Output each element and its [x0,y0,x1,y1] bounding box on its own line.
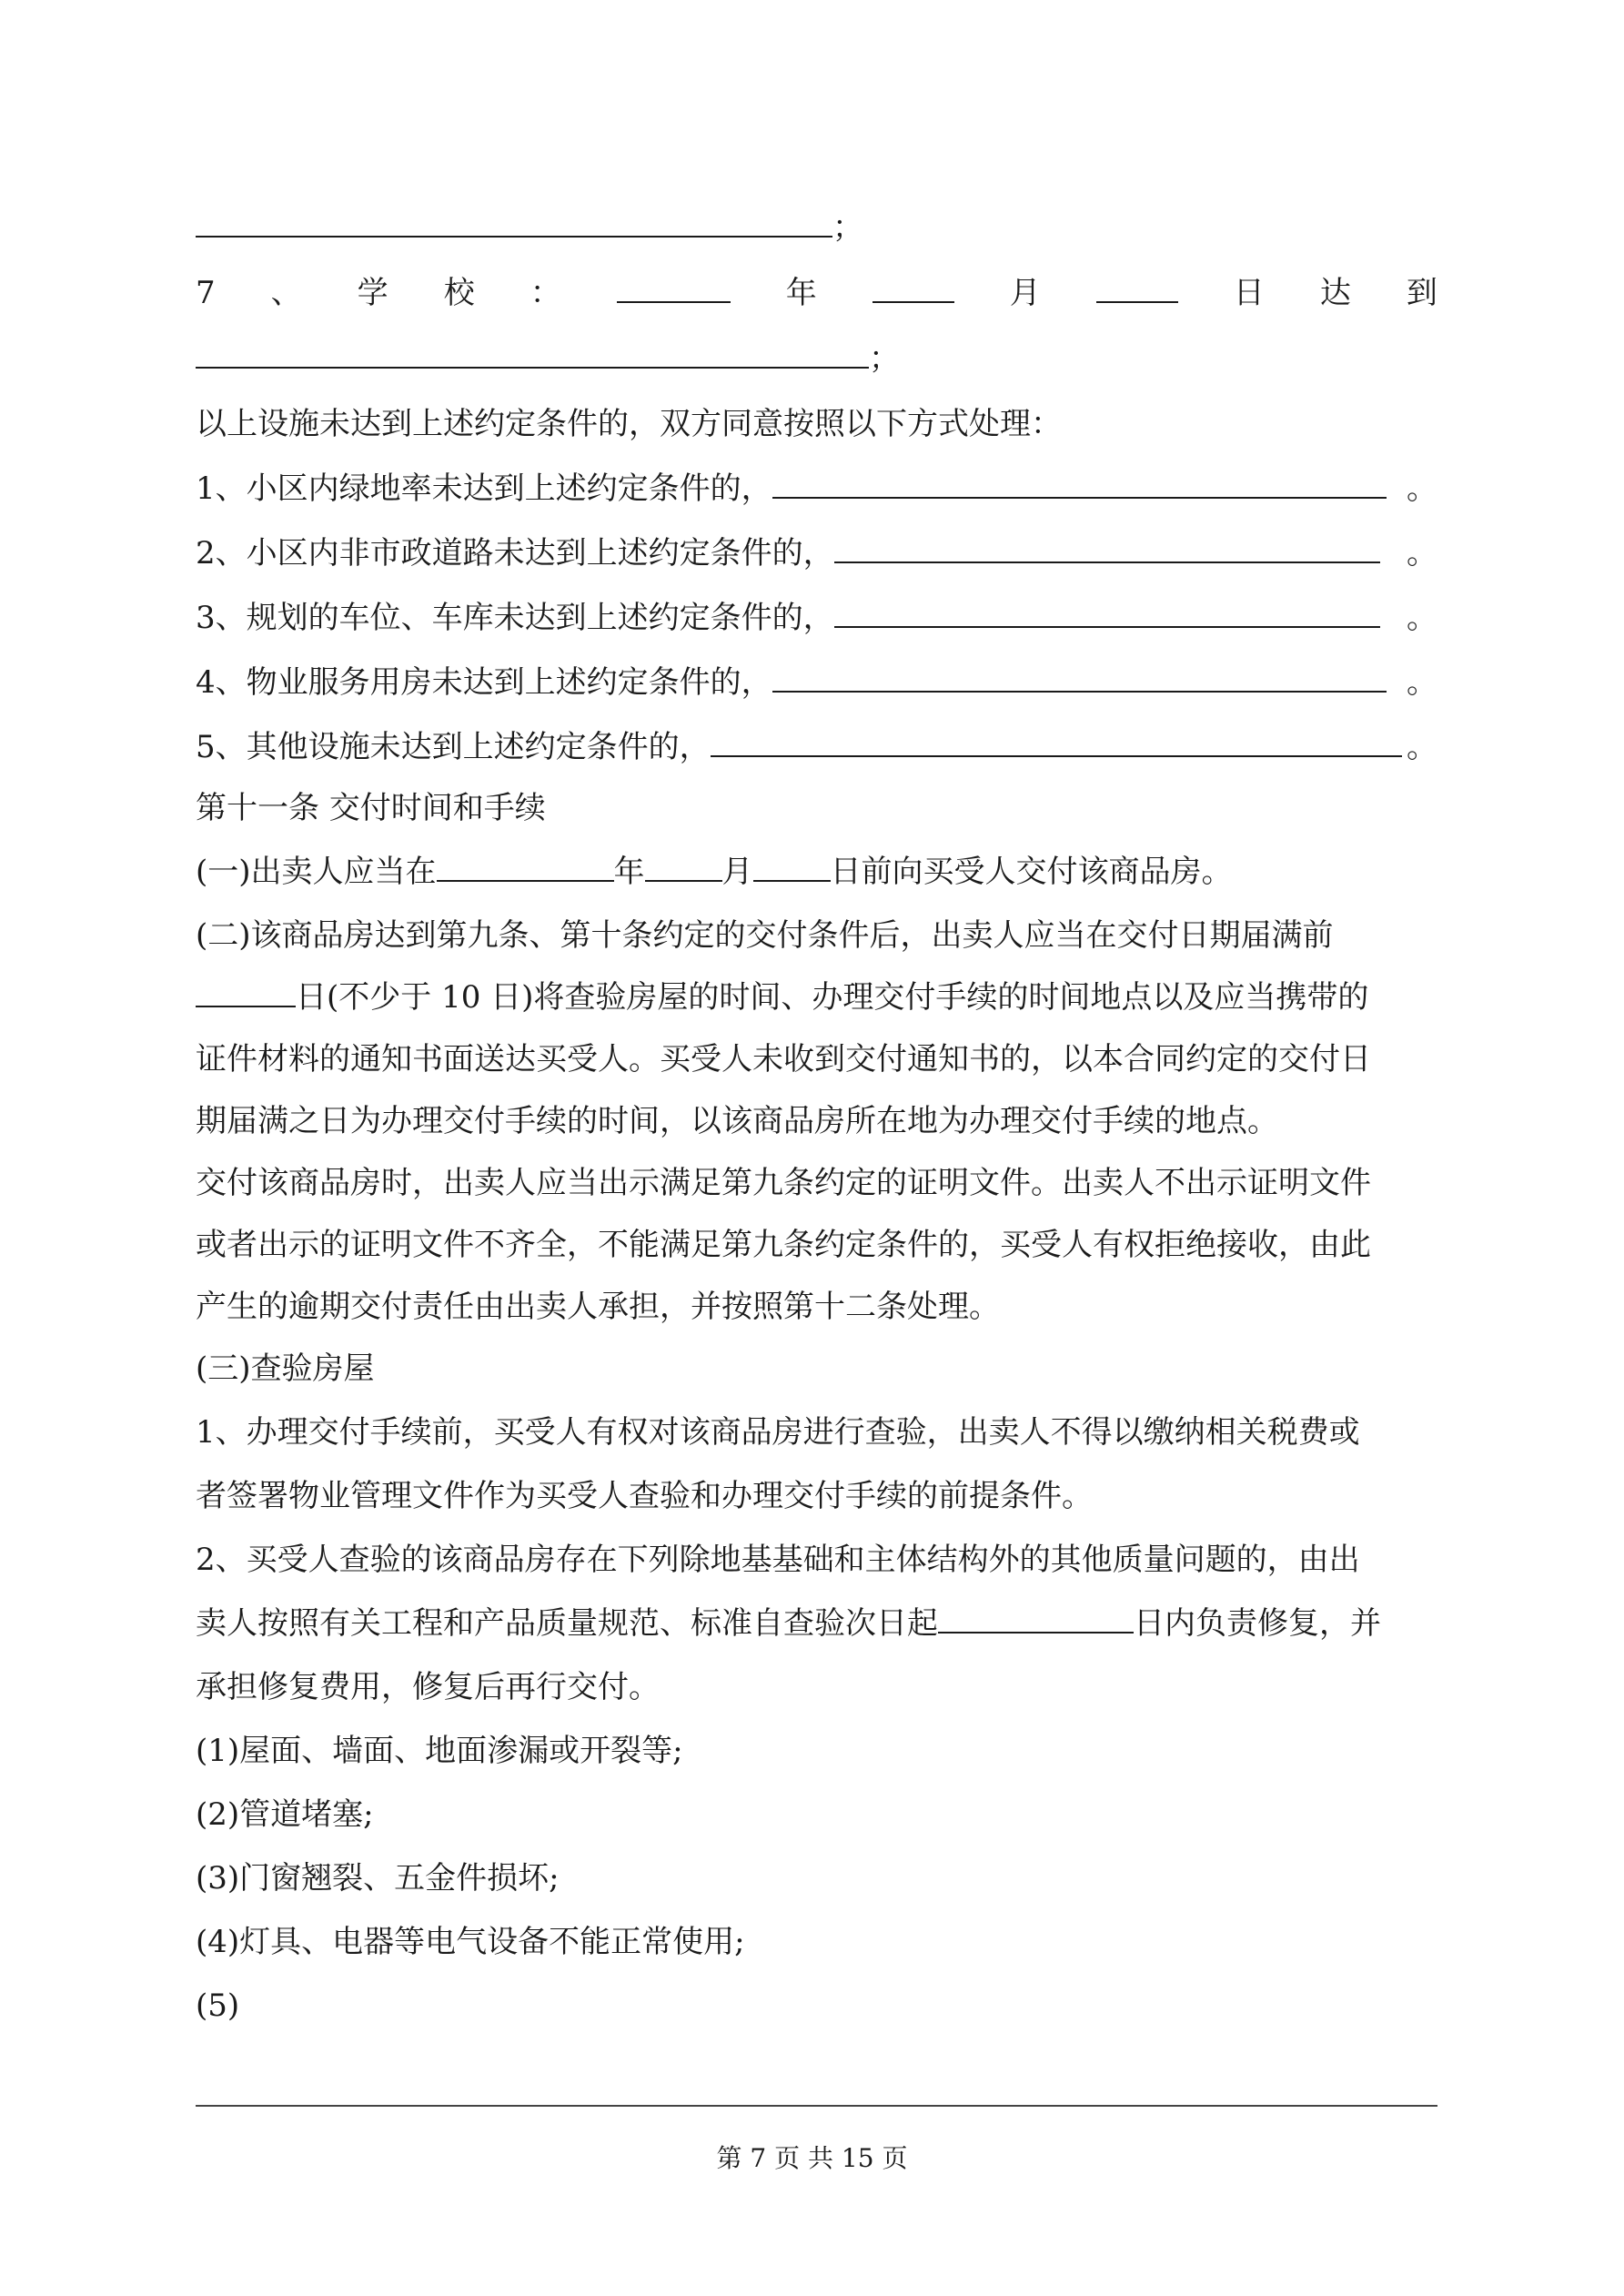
list-item: (3)门窗翘裂、五金件损坏; [196,1860,560,1896]
list-item: (2)管道堵塞; [196,1796,374,1833]
paragraph-line: 1、办理交付手续前，买受人有权对该商品房进行查验，出卖人不得以缴纳相关税费或 [196,1414,1360,1451]
article-title: 第十一条 交付时间和手续 [196,790,546,826]
remedy-item-3: 3、规划的车位、车库未达到上述约定条件的， 。 [196,596,1437,640]
paragraph-line: 者签署物业管理文件作为买受人查验和办理交付手续的前提条件。 [196,1478,1093,1514]
page-number: 第 7 页 共 15 页 [716,2143,908,2173]
fill-blank-year[interactable] [617,272,731,303]
fill-blank-month[interactable] [873,272,954,303]
fill-blank[interactable] [196,338,869,369]
fill-blank-month[interactable] [645,851,722,882]
fill-blank[interactable] [834,597,1380,628]
fill-blank[interactable] [834,532,1380,563]
fill-blank[interactable] [196,207,832,238]
remedy-item-1: 1、小区内绿地率未达到上述约定条件的， 。 [196,467,1437,511]
blank-line-1: ； [196,206,1437,249]
list-item: (5) [196,1988,240,2024]
delivery-date-line: (一)出卖人应当在 年 月 日前向买受人交付该商品房。 [196,850,1437,894]
fill-blank[interactable] [772,468,1387,499]
paragraph-line: 承担修复费用，修复后再行交付。 [196,1669,660,1705]
intro-text: 以上设施未达到上述约定条件的，双方同意按照以下方式处理： [196,406,1062,442]
fill-blank-days[interactable] [938,1603,1134,1633]
fill-blank-day[interactable] [1096,272,1178,303]
paragraph-line: 证件材料的通知书面送达买受人。买受人未收到交付通知书的，以本合同约定的交付日 [196,1041,1371,1077]
section-heading: (三)查验房屋 [196,1350,375,1387]
fill-blank-year[interactable] [437,851,614,882]
list-item: (1)屋面、墙面、地面渗漏或开裂等; [196,1733,683,1769]
fill-blank-day[interactable] [753,851,831,882]
remedy-item-4: 4、物业服务用房未达到上述约定条件的， 。 [196,661,1437,704]
remedy-item-2: 2、小区内非市政道路未达到上述约定条件的， 。 [196,531,1437,575]
list-item: (4)灯具、电器等电气设备不能正常使用; [196,1924,745,1960]
footer-divider [196,2105,1437,2107]
paragraph-line: 2、买受人查验的该商品房存在下列除地基基础和主体结构外的其他质量问题的，由出 [196,1542,1360,1578]
paragraph-line: 期届满之日为办理交付手续的时间，以该商品房所在地为办理交付手续的地点。 [196,1103,1278,1139]
paragraph-line: 产生的逾期交付责任由出卖人承担，并按照第十二条处理。 [196,1289,1000,1325]
fill-blank[interactable] [711,726,1402,757]
paragraph-line: (二)该商品房达到第九条、第十条约定的交付条件后，出卖人应当在交付日期届满前 [196,917,1334,954]
fill-blank[interactable] [772,662,1387,693]
paragraph-line: 交付该商品房时，出卖人应当出示满足第九条约定的证明文件。出卖人不出示证明文件 [196,1165,1371,1201]
remedy-item-5: 5、其他设施未达到上述约定条件的， 。 [196,725,1437,769]
paragraph-line: 卖人按照有关工程和产品质量规范、标准自查验次日起 日内负责修复，并 [196,1602,1437,1645]
blank-line-2: ； [196,337,1437,380]
paragraph-line: 或者出示的证明文件不齐全，不能满足第九条约定条件的，买受人有权拒绝接收，由此 [196,1227,1371,1263]
school-line: 7 、 学 校 ： 年 月 日 达 到 [196,271,1437,315]
fill-blank-days[interactable] [196,976,296,1007]
paragraph-line: 日(不少于 10 日)将查验房屋的时间、办理交付手续的时间地点以及应当携带的 [196,976,1437,1019]
